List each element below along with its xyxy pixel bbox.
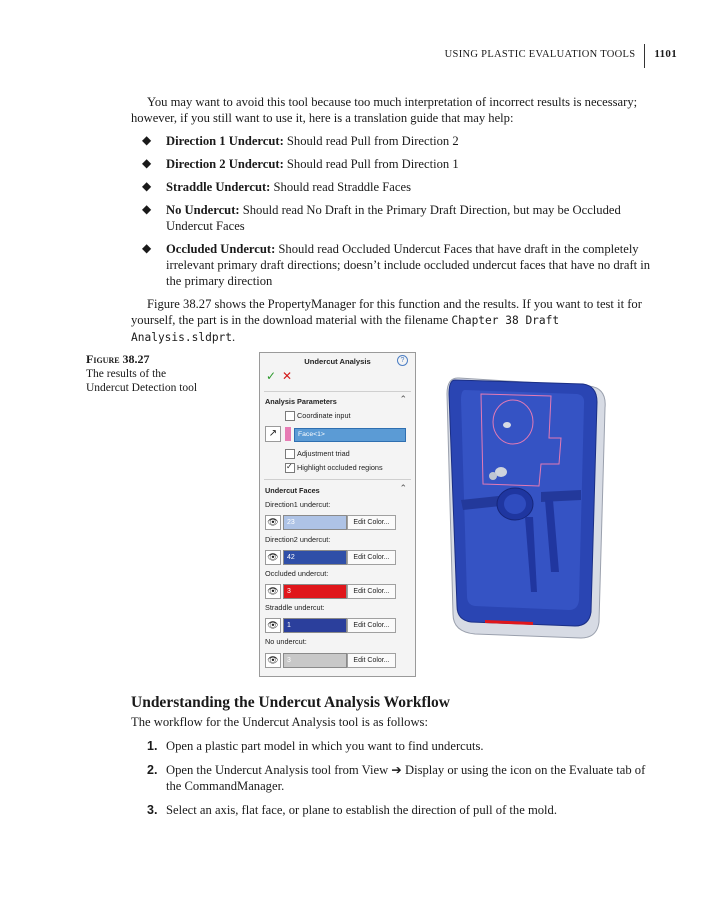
edit-color-button[interactable]: Edit Color...	[347, 515, 396, 530]
figure-para-text: Figure 38.27 shows the PropertyManager for this function and the results. If you want to test it for yourself, the part is in the download material with the filename	[131, 297, 642, 327]
coordinate-input-checkbox[interactable]	[285, 411, 295, 421]
edit-color-button[interactable]: Edit Color...	[347, 584, 396, 599]
intro-block	[131, 94, 661, 346]
direction-arrow-icon[interactable]: ↗	[265, 426, 281, 442]
no-undercut-label: No undercut:	[265, 637, 307, 646]
edit-color-button[interactable]: Edit Color...	[347, 653, 396, 668]
ok-check-icon[interactable]: ✓	[266, 369, 277, 383]
part-render-image	[441, 372, 611, 642]
section-title: USING PLASTIC EVALUATION TOOLS	[444, 48, 636, 60]
cancel-x-icon[interactable]: ✕	[282, 369, 293, 383]
chevron-up-icon[interactable]: ⌃	[399, 483, 407, 493]
bullet-term: Occluded Undercut:	[166, 242, 276, 256]
bullet-term: Direction 1 Undercut:	[166, 134, 284, 148]
help-icon[interactable]: ?	[397, 355, 408, 366]
adjustment-triad-label: Adjustment triad	[297, 449, 350, 458]
adjustment-triad-checkbox[interactable]	[285, 449, 295, 459]
edit-color-button[interactable]: Edit Color...	[347, 618, 396, 633]
diamond-bullet-icon: ◆	[142, 156, 152, 170]
running-header	[445, 40, 677, 68]
workflow-intro: The workflow for the Undercut Analysis tool is as follows:	[131, 715, 428, 729]
workflow-block	[131, 714, 661, 818]
highlight-occluded-label: Highlight occluded regions	[297, 463, 383, 472]
highlight-occluded-checkbox[interactable]	[285, 463, 295, 473]
diamond-bullet-icon: ◆	[142, 241, 152, 255]
bullet-text: Should read Pull from Direction 1	[283, 157, 459, 171]
straddle-undercut-label: Straddle undercut:	[265, 603, 325, 612]
analysis-parameters-header[interactable]: Analysis Parameters	[265, 397, 337, 406]
chevron-up-icon[interactable]: ⌃	[399, 394, 407, 404]
intro-paragraph: You may want to avoid this tool because too much interpretation of incorrect results is necessary; however, if you still want to use it, here is a translation guide that may help:	[131, 95, 638, 125]
step-number: 3.	[147, 803, 158, 817]
divider	[264, 479, 411, 480]
panel-title: Undercut Analysis	[304, 357, 371, 366]
step-text: Open the Undercut Analysis tool from View ➔ Display or using the icon on the Evaluate tab of the CommandManager.	[166, 763, 646, 793]
list-item	[131, 802, 661, 818]
eye-icon[interactable]: 👁	[265, 584, 281, 599]
bullet-text: Should read No Draft in the Primary Draft Direction, but may be Occluded Undercut Faces	[166, 203, 621, 233]
filename: Chapter 38 Draft Analysis.sldprt	[131, 314, 560, 344]
eye-icon[interactable]: 👁	[265, 515, 281, 530]
eye-icon[interactable]: 👁	[265, 653, 281, 668]
undercut-analysis-panel	[259, 352, 416, 677]
page-number: 1101	[654, 48, 677, 60]
translation-guide-list	[131, 133, 661, 289]
bullet-term: No Undercut:	[166, 203, 240, 217]
direction1-color-box: 23	[283, 515, 347, 530]
diamond-bullet-icon: ◆	[142, 133, 152, 147]
step-text: Select an axis, flat face, or plane to establish the direction of pull of the mold.	[166, 803, 557, 817]
direction2-color-box: 42	[283, 550, 347, 565]
workflow-steps	[131, 738, 661, 818]
diamond-bullet-icon: ◆	[142, 202, 152, 216]
undercut-faces-header[interactable]: Undercut Faces	[265, 486, 320, 495]
bullet-term: Straddle Undercut:	[166, 180, 271, 194]
step-number: 2.	[147, 763, 158, 777]
step-text: Open a plastic part model in which you want to find undercuts.	[166, 739, 484, 753]
divider	[264, 391, 411, 392]
list-item	[131, 241, 661, 289]
eye-icon[interactable]: 👁	[265, 618, 281, 633]
diamond-bullet-icon: ◆	[142, 179, 152, 193]
bullet-text: Should read Occluded Undercut Faces that have draft in the completely irrelevant primary draft directions; doesn’t include occluded undercut faces that have no draft in the primary direction	[166, 242, 651, 288]
step-number: 1.	[147, 739, 158, 753]
figure-reference-paragraph	[131, 296, 661, 346]
list-item	[131, 133, 661, 149]
list-item	[131, 179, 661, 195]
occluded-color-box: 3	[283, 584, 347, 599]
coordinate-input-label: Coordinate input	[297, 411, 351, 420]
direction2-undercut-label: Direction2 undercut:	[265, 535, 331, 544]
bullet-text: Should read Straddle Faces	[270, 180, 411, 194]
straddle-color-box: 1	[283, 618, 347, 633]
figure-caption-text: The results of the Undercut Detection tool	[86, 367, 198, 394]
list-item	[131, 202, 661, 234]
figure-caption	[86, 352, 206, 396]
occluded-undercut-label: Occluded undercut:	[265, 569, 329, 578]
section-heading: Understanding the Undercut Analysis Workflow	[131, 694, 450, 711]
bullet-text: Should read Pull from Direction 2	[283, 134, 459, 148]
figure-label: Figure 38.27	[86, 352, 150, 366]
list-item	[131, 738, 661, 754]
figure-para-end: .	[232, 330, 236, 344]
direction1-undercut-label: Direction1 undercut:	[265, 500, 331, 509]
list-item	[131, 762, 661, 794]
eye-icon[interactable]: 👁	[265, 550, 281, 565]
no-undercut-color-box: 3	[283, 653, 347, 668]
edit-color-button[interactable]: Edit Color...	[347, 550, 396, 565]
list-item	[131, 156, 661, 172]
selection-color-swatch	[285, 427, 291, 441]
bullet-term: Direction 2 Undercut:	[166, 157, 284, 171]
face-selection-field[interactable]: Face<1>	[294, 428, 406, 442]
